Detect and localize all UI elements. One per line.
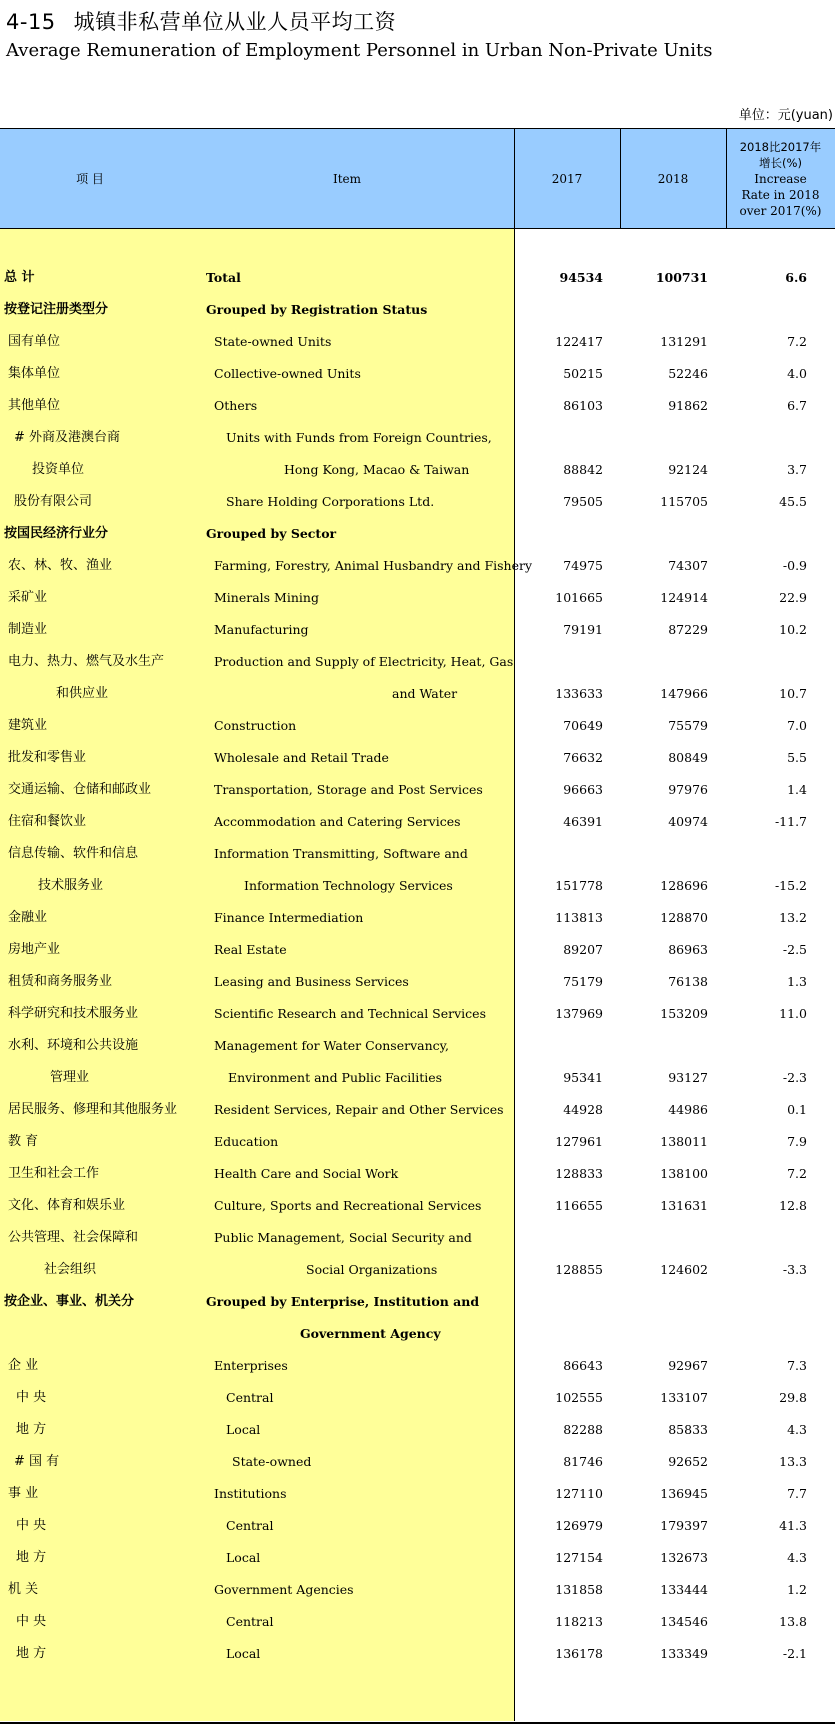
value-2017: 96663: [563, 782, 603, 797]
row-label-cn: 中 央: [16, 1390, 47, 1405]
value-growth-rate: 7.2: [787, 334, 807, 349]
value-growth-rate: 13.2: [779, 910, 807, 925]
value-growth-rate: -11.7: [774, 814, 807, 829]
header-growth-line: Increase: [754, 171, 807, 186]
header-growth: [726, 129, 835, 228]
row-label-cn: 交通运输、仓储和邮政业: [8, 782, 152, 797]
table-row: [0, 1382, 835, 1414]
value-growth-rate: -2.5: [782, 942, 807, 957]
row-label-cn: 租赁和商务服务业: [8, 974, 113, 989]
row-label-en: Environment and Public Facilities: [228, 1070, 443, 1085]
table-row: [0, 294, 835, 326]
table-number: 4-15: [6, 10, 56, 34]
value-2018: 134546: [660, 1614, 708, 1629]
row-label-en: Grouped by Sector: [206, 526, 337, 541]
row-label-cn: 卫生和社会工作: [8, 1166, 100, 1181]
row-label-cn: 按企业、事业、机关分: [4, 1294, 135, 1309]
row-label-cn: 机 关: [8, 1582, 39, 1597]
value-2017: 94534: [559, 270, 603, 285]
table-row: [0, 1350, 835, 1382]
value-growth-rate: 4.0: [787, 366, 807, 381]
value-growth-rate: -15.2: [774, 878, 807, 893]
value-2018: 44986: [668, 1102, 708, 1117]
value-2018: 124914: [660, 590, 708, 605]
value-growth-rate: 7.9: [787, 1134, 807, 1149]
row-label-cn: 电力、热力、燃气及水生产: [8, 654, 165, 669]
value-2017: 70649: [563, 718, 603, 733]
value-2017: 116655: [555, 1198, 603, 1213]
table-header: [0, 129, 835, 229]
value-2018: 133107: [660, 1390, 708, 1405]
row-label-cn: 水利、环境和公共设施: [8, 1038, 139, 1053]
value-2018: 133349: [660, 1646, 708, 1661]
row-label-cn: 企 业: [8, 1358, 39, 1373]
table-row: [0, 1542, 835, 1574]
row-label-en: Information Technology Services: [244, 878, 453, 893]
table-row: [0, 1606, 835, 1638]
table-row: [0, 454, 835, 486]
table-row: [0, 1574, 835, 1606]
value-2018: 128696: [660, 878, 708, 893]
value-growth-rate: 7.7: [787, 1486, 807, 1501]
value-2018: 85833: [668, 1422, 708, 1437]
row-label-cn: 管理业: [50, 1070, 90, 1085]
row-label-cn: 批发和零售业: [8, 750, 87, 765]
row-label-cn: 社会组织: [44, 1262, 97, 1277]
row-label-cn: 居民服务、修理和其他服务业: [8, 1102, 178, 1117]
value-growth-rate: 4.3: [787, 1422, 807, 1437]
header-growth-line: over 2017(%): [739, 203, 822, 218]
row-label-en: Health Care and Social Work: [214, 1166, 399, 1181]
row-label-en: Units with Funds from Foreign Countries,: [226, 430, 492, 445]
row-label-en: Public Management, Social Security and: [214, 1230, 472, 1245]
table-row: [0, 1254, 835, 1286]
row-label-cn: 技术服务业: [38, 878, 104, 893]
value-2017: 74975: [563, 558, 603, 573]
value-2018: 179397: [660, 1518, 708, 1533]
row-label-cn: 信息传输、软件和信息: [8, 846, 139, 861]
table-row: [0, 1030, 835, 1062]
title-cn-text: 城镇非私营单位从业人员平均工资: [73, 10, 397, 34]
value-2018: 92124: [668, 462, 708, 477]
row-label-en: Central: [226, 1518, 274, 1533]
table-row: [0, 390, 835, 422]
table-row: [0, 1446, 835, 1478]
value-growth-rate: 12.8: [779, 1198, 807, 1213]
row-label-en: Grouped by Enterprise, Institution and: [206, 1294, 480, 1309]
row-label-en: Grouped by Registration Status: [206, 302, 428, 317]
value-2017: 122417: [555, 334, 603, 349]
row-label-en: Central: [226, 1390, 274, 1405]
row-label-cn: 地 方: [16, 1646, 47, 1661]
row-label-cn: # 国 有: [14, 1454, 60, 1469]
row-label-en: Management for Water Conservancy,: [214, 1038, 450, 1053]
row-label-en: Others: [214, 398, 258, 413]
value-2017: 127961: [555, 1134, 603, 1149]
value-growth-rate: 10.2: [779, 622, 807, 637]
row-label-en: Local: [226, 1550, 261, 1565]
value-2018: 87229: [668, 622, 708, 637]
table-row: [0, 742, 835, 774]
row-label-en: Culture, Sports and Recreational Services: [214, 1198, 482, 1213]
value-growth-rate: 6.6: [785, 270, 807, 285]
row-label-en: Information Transmitting, Software and: [214, 846, 468, 861]
row-label-cn: 中 央: [16, 1518, 47, 1533]
row-label-en: Construction: [214, 718, 297, 733]
row-label-en: Scientific Research and Technical Services: [214, 1006, 486, 1021]
table-row: [0, 646, 835, 678]
table-row: [0, 1062, 835, 1094]
table-row: [0, 326, 835, 358]
row-label-cn: 集体单位: [8, 366, 61, 381]
header-item-cn: 项 目: [76, 171, 104, 186]
row-label-en: Central: [226, 1614, 274, 1629]
row-label-en: and Water: [392, 686, 458, 701]
table-row: [0, 1094, 835, 1126]
table-row: [0, 1414, 835, 1446]
table-row: [0, 582, 835, 614]
value-2018: 92967: [668, 1358, 708, 1373]
row-label-en: Education: [214, 1134, 279, 1149]
value-2018: 80849: [668, 750, 708, 765]
value-growth-rate: 7.0: [787, 718, 807, 733]
table-row: [0, 614, 835, 646]
value-growth-rate: 5.5: [787, 750, 807, 765]
row-label-cn: 文化、体育和娱乐业: [8, 1198, 126, 1213]
value-growth-rate: -2.1: [782, 1646, 807, 1661]
value-growth-rate: 1.4: [787, 782, 807, 797]
table-row: [0, 998, 835, 1030]
table-row: [0, 1638, 835, 1670]
value-growth-rate: 41.3: [779, 1518, 807, 1533]
table-row: [0, 550, 835, 582]
row-label-cn: 投资单位: [32, 462, 85, 477]
header-2018: 2018: [657, 171, 689, 186]
value-2017: 75179: [563, 974, 603, 989]
row-label-cn: 按国民经济行业分: [4, 526, 109, 541]
value-2017: 102555: [555, 1390, 603, 1405]
table-row: [0, 422, 835, 454]
row-label-cn: 股份有限公司: [14, 494, 93, 509]
value-2018: 91862: [668, 398, 708, 413]
row-label-cn: 金融业: [8, 910, 48, 925]
row-label-en: Local: [226, 1422, 261, 1437]
table-row: [0, 838, 835, 870]
bottom-rule: [0, 1722, 835, 1724]
row-label-cn: 公共管理、社会保障和: [8, 1230, 139, 1245]
value-2017: 82288: [563, 1422, 603, 1437]
row-label-en: Accommodation and Catering Services: [214, 814, 461, 829]
value-2018: 131291: [660, 334, 708, 349]
table-row: [0, 1222, 835, 1254]
row-label-en: Leasing and Business Services: [214, 974, 409, 989]
table-row: [0, 1190, 835, 1222]
table-row: [0, 870, 835, 902]
table-title-en: Average Remuneration of Employment Personnel in Urban Non-Private Units: [6, 40, 713, 61]
header-growth-line: 2018比2017年: [739, 139, 822, 154]
value-2017: 128833: [555, 1166, 603, 1181]
table-row: [0, 518, 835, 550]
value-2017: 79191: [563, 622, 603, 637]
value-2017: 101665: [555, 590, 603, 605]
header-growth-line: Rate in 2018: [741, 187, 820, 202]
row-label-en: Government Agency: [300, 1326, 441, 1341]
value-2018: 75579: [668, 718, 708, 733]
value-2017: 127110: [555, 1486, 603, 1501]
value-2018: 76138: [668, 974, 708, 989]
table-row: [0, 1510, 835, 1542]
value-2018: 92652: [668, 1454, 708, 1469]
row-label-en: Total: [206, 270, 241, 285]
value-2017: 95341: [563, 1070, 603, 1085]
value-2017: 79505: [563, 494, 603, 509]
value-2018: 136945: [660, 1486, 708, 1501]
table-row: [0, 966, 835, 998]
value-2017: 127154: [555, 1550, 603, 1565]
row-label-cn: 地 方: [16, 1422, 47, 1437]
table-row: [0, 486, 835, 518]
table-body: [0, 262, 835, 1670]
value-2017: 44928: [563, 1102, 603, 1117]
value-growth-rate: 6.7: [787, 398, 807, 413]
value-2018: 86963: [668, 942, 708, 957]
value-growth-rate: -3.3: [782, 1262, 807, 1277]
value-2018: 147966: [660, 686, 708, 701]
row-label-cn: 地 方: [16, 1550, 47, 1565]
value-growth-rate: 1.3: [787, 974, 807, 989]
value-growth-rate: 7.3: [787, 1358, 807, 1373]
value-growth-rate: -0.9: [782, 558, 807, 573]
row-label-en: Resident Services, Repair and Other Services: [214, 1102, 504, 1117]
row-label-en: Production and Supply of Electricity, Heat, Gas: [214, 654, 514, 669]
value-2017: 118213: [555, 1614, 603, 1629]
table-row: [0, 1478, 835, 1510]
value-growth-rate: 13.3: [779, 1454, 807, 1469]
table-row: [0, 678, 835, 710]
row-label-en: State-owned: [232, 1454, 312, 1469]
value-2017: 133633: [555, 686, 603, 701]
row-label-en: Wholesale and Retail Trade: [214, 750, 389, 765]
row-label-en: Manufacturing: [214, 622, 309, 637]
table-row: [0, 1126, 835, 1158]
table-row: [0, 710, 835, 742]
value-growth-rate: 3.7: [787, 462, 807, 477]
row-label-cn: 教 育: [8, 1134, 39, 1149]
row-label-cn: 房地产业: [8, 942, 61, 957]
row-label-en: Transportation, Storage and Post Services: [214, 782, 483, 797]
value-2017: 86643: [563, 1358, 603, 1373]
row-label-cn: 事 业: [8, 1486, 39, 1501]
header-2017: 2017: [551, 171, 583, 186]
value-2018: 138100: [660, 1166, 708, 1181]
value-2017: 151778: [555, 878, 603, 893]
row-label-cn: 总 计: [4, 270, 35, 285]
value-growth-rate: -2.3: [782, 1070, 807, 1085]
value-2017: 76632: [563, 750, 603, 765]
value-growth-rate: 10.7: [779, 686, 807, 701]
value-2018: 132673: [660, 1550, 708, 1565]
table-row: [0, 806, 835, 838]
value-2018: 153209: [660, 1006, 708, 1021]
row-label-cn: 按登记注册类型分: [4, 302, 109, 317]
row-label-cn: 国有单位: [8, 334, 61, 349]
value-2018: 40974: [668, 814, 708, 829]
row-label-en: Farming, Forestry, Animal Husbandry and Fishery: [214, 558, 533, 573]
table-row: [0, 774, 835, 806]
value-2018: 133444: [660, 1582, 708, 1597]
value-2018: 52246: [668, 366, 708, 381]
value-growth-rate: 22.9: [779, 590, 807, 605]
table-row: [0, 1286, 835, 1318]
value-2018: 124602: [660, 1262, 708, 1277]
row-label-cn: 建筑业: [8, 718, 48, 733]
table-row: [0, 358, 835, 390]
row-label-en: Hong Kong, Macao & Taiwan: [284, 462, 470, 477]
value-growth-rate: 11.0: [779, 1006, 807, 1021]
value-2018: 128870: [660, 910, 708, 925]
table-row: [0, 262, 835, 294]
row-label-en: Government Agencies: [214, 1582, 354, 1597]
value-2017: 89207: [563, 942, 603, 957]
value-2018: 138011: [660, 1134, 708, 1149]
value-2017: 86103: [563, 398, 603, 413]
row-label-en: Finance Intermediation: [214, 910, 364, 925]
table-row: [0, 1158, 835, 1190]
value-2018: 74307: [668, 558, 708, 573]
value-growth-rate: 7.2: [787, 1166, 807, 1181]
value-2017: 113813: [555, 910, 603, 925]
row-label-cn: 住宿和餐饮业: [8, 814, 87, 829]
value-2017: 128855: [555, 1262, 603, 1277]
value-2017: 136178: [555, 1646, 603, 1661]
value-2017: 46391: [563, 814, 603, 829]
value-2018: 131631: [660, 1198, 708, 1213]
row-label-en: State-owned Units: [214, 334, 332, 349]
value-growth-rate: 1.2: [787, 1582, 807, 1597]
value-growth-rate: 0.1: [787, 1102, 807, 1117]
row-label-en: Enterprises: [214, 1358, 288, 1373]
value-growth-rate: 29.8: [779, 1390, 807, 1405]
value-2017: 126979: [555, 1518, 603, 1533]
row-label-en: Local: [226, 1646, 261, 1661]
row-label-cn: 其他单位: [8, 398, 61, 413]
value-2018: 93127: [668, 1070, 708, 1085]
value-2017: 81746: [563, 1454, 603, 1469]
row-label-en: Social Organizations: [306, 1262, 438, 1277]
row-label-cn: 和供应业: [56, 686, 109, 701]
row-label-en: Real Estate: [214, 942, 287, 957]
value-2017: 50215: [563, 366, 603, 381]
header-item-en: Item: [332, 171, 362, 186]
value-growth-rate: 4.3: [787, 1550, 807, 1565]
header-growth-line: 增长(%): [759, 155, 802, 170]
table-row: [0, 902, 835, 934]
value-growth-rate: 45.5: [779, 494, 807, 509]
row-label-cn: 制造业: [8, 622, 48, 637]
table-title-cn: [6, 6, 396, 36]
value-2018: 100731: [655, 270, 708, 285]
row-label-cn: 科学研究和技术服务业: [8, 1006, 139, 1021]
row-label-cn: # 外商及港澳台商: [14, 430, 121, 445]
row-label-cn: 采矿业: [8, 590, 48, 605]
table-row: [0, 934, 835, 966]
row-label-cn: 中 央: [16, 1614, 47, 1629]
table-row: [0, 1318, 835, 1350]
value-2017: 88842: [563, 462, 603, 477]
row-label-en: Collective-owned Units: [214, 366, 361, 381]
value-2017: 131858: [555, 1582, 603, 1597]
value-2018: 97976: [668, 782, 708, 797]
value-growth-rate: 13.8: [779, 1614, 807, 1629]
row-label-en: Minerals Mining: [214, 590, 319, 605]
unit-label: 单位：元(yuan): [738, 108, 833, 123]
row-label-en: Share Holding Corporations Ltd.: [226, 494, 435, 509]
row-label-en: Institutions: [214, 1486, 287, 1501]
value-2017: 137969: [555, 1006, 603, 1021]
row-label-cn: 农、林、牧、渔业: [8, 558, 113, 573]
value-2018: 115705: [660, 494, 708, 509]
